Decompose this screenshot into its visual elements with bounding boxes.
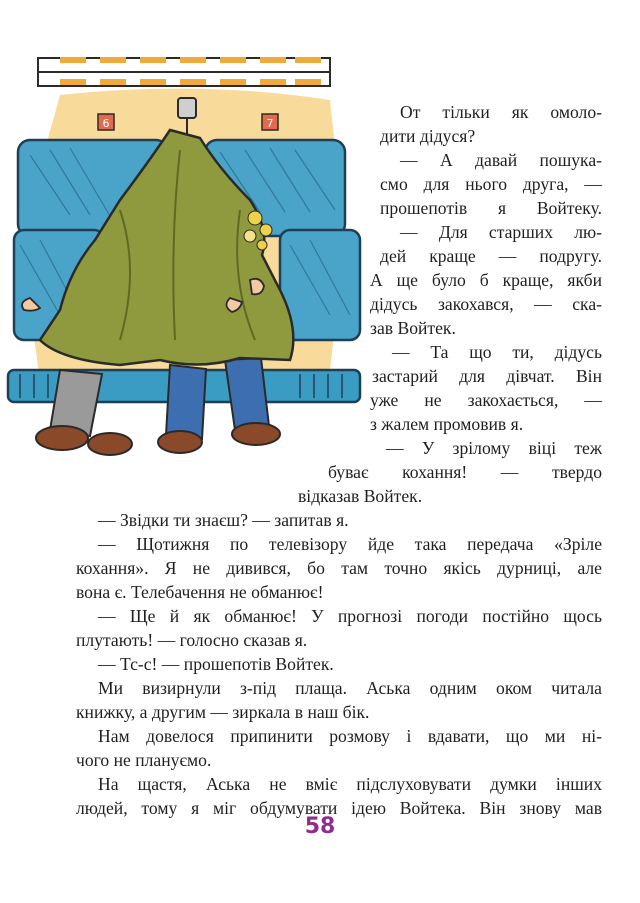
text-line: буває кохання! — твердо (328, 462, 602, 482)
text-line: зав Войтек. (370, 318, 456, 338)
text-line: На щастя, Аська не вміє підслуховувати думки інших (98, 774, 602, 794)
text-line: з жалем промовив я. (370, 414, 524, 434)
luggage-rack (38, 58, 330, 86)
text-line: чого не плануємо. (76, 750, 212, 770)
text-line: людей, тому я міг обдумувати ідею Войтека. Він знову мав (76, 798, 602, 818)
shoes (36, 423, 280, 455)
text-line: застарий для дівчат. Він (372, 366, 602, 386)
text-line: кохання». Я не дивився, бо там точно якісь дурниці, але (76, 558, 602, 578)
text-line: смо для нього друга, — (380, 174, 602, 194)
text-line: уже не закохається, — (370, 390, 602, 410)
text-line: книжку, а другим — зиркала в наш бік. (76, 702, 370, 722)
text-line: — У зрілому віці теж (386, 438, 602, 458)
text-line: А ще було б краще, якби (370, 270, 602, 290)
text-line: Ми визирнули з-під плаща. Аська одним оком читала (98, 678, 602, 698)
text-line: плутають! — голосно сказав я. (76, 630, 308, 650)
text-line: Нам довелося припинити розмову і вдавати, що ми ні- (98, 726, 602, 746)
text-line: — Для старших лю- (400, 222, 602, 242)
text-line: — Та що ти, дідусь (392, 342, 602, 362)
train-seat-illustration (0, 40, 380, 470)
seat-number-6: 6 (102, 117, 110, 130)
text-line: дити дідуся? (380, 126, 476, 146)
text-line: — Тс-с! — прошепотів Войтек. (98, 654, 334, 674)
text-line: — А давай пошука- (400, 150, 602, 170)
text-line: дідусь закохався, — ска- (370, 294, 602, 314)
text-line: — Звідки ти знаєш? — запитав я. (98, 510, 349, 530)
seat-number-7: 7 (266, 117, 274, 130)
text-line: От тільки як омоло- (400, 102, 602, 122)
text-line: прошепотів я Войтеку. (380, 198, 602, 218)
text-line: відказав Войтек. (298, 486, 423, 506)
text-line: — Ще й як обманює! У прогнозі погоди постійно щось (98, 606, 602, 626)
text-line: — Щотижня по телевізору йде така передача «Зріле (98, 534, 602, 554)
page-number: 58 (304, 814, 336, 839)
text-line: вона є. Телебачення не обманює! (76, 582, 324, 602)
text-line: дей краще — подругу. (380, 246, 602, 266)
